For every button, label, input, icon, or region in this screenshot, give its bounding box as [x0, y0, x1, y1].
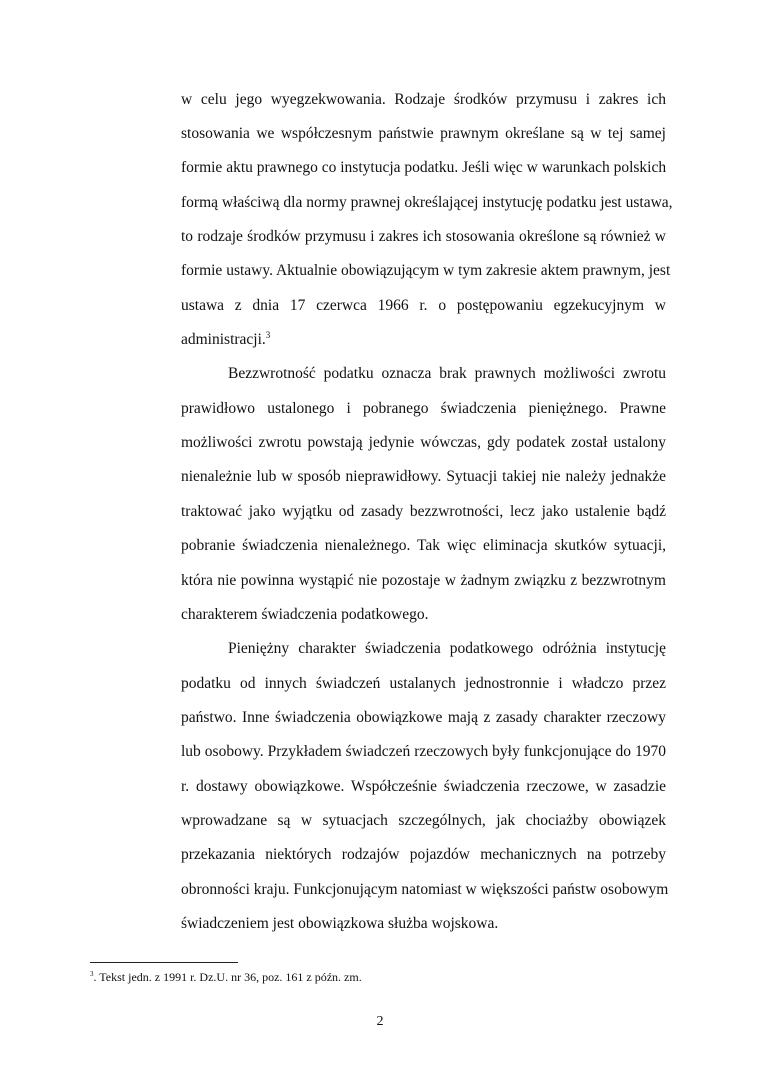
text-line: możliwości zwrotu powstają jedynie wówczas, gdy podatek został ustalony [181, 434, 666, 451]
text-line: formą właściwą dla normy prawnej określającej instytucję podatku jest ustawa, [181, 194, 673, 211]
text-line: która nie powinna wystąpić nie pozostaje w żadnym związku z bezzwrotnym [181, 572, 666, 589]
text-line: charakterem świadczenia podatkowego. [181, 606, 429, 623]
text-line: to rodzaje środków przymusu i zakres ich stosowania określone są również w [181, 228, 666, 245]
text-line: formie aktu prawnego co instytucja podatku. Jeśli więc w warunkach polskich [181, 159, 667, 176]
footnote [90, 969, 362, 985]
footnote-reference[interactable]: 3 [265, 329, 271, 340]
text-line: lub osobowy. Przykładem świadczeń rzeczowych były funkcjonujące do 1970 [181, 743, 666, 760]
paragraph-first-line: Pieniężny charakter świadczenia podatkowego odróżnia instytucję [228, 640, 666, 657]
text-line: w celu jego wyegzekwowania. Rodzaje środków przymusu i zakres ich [181, 91, 666, 108]
text-line: podatku od innych świadczeń ustalanych jednostronnie i władczo przez [181, 675, 666, 692]
paragraph-first-line: Bezzwrotność podatku oznacza brak prawnych możliwości zwrotu [228, 365, 666, 382]
text-line: przekazania niektórych rodzajów pojazdów mechanicznych na potrzeby [181, 846, 666, 863]
text-line: ustawa z dnia 17 czerwca 1966 r. o postępowaniu egzekucyjnym w [181, 297, 666, 314]
footnote-marker: 3 [90, 970, 94, 978]
text-line: świadczeniem jest obowiązkowa służba wojskowa. [181, 915, 499, 932]
text-line: wprowadzane są w sytuacjach szczególnych, jak chociażby obowiązek [181, 812, 666, 829]
text-line: państwo. Inne świadczenia obowiązkowe mają z zasady charakter rzeczowy [181, 709, 666, 726]
page-number: 2 [376, 1014, 384, 1029]
footnote-separator [90, 962, 238, 963]
text-line: prawidłowo ustalonego i pobranego świadczenia pieniężnego. Prawne [181, 400, 666, 417]
text-line: r. dostawy obowiązkowe. Współcześnie świadczenia rzeczowe, w zasadzie [181, 778, 666, 795]
text-line: obronności kraju. Funkcjonującym natomiast w większości państw osobowym [181, 881, 669, 898]
text-line: nienależnie lub w sposób nieprawidłowy. Sytuacji takiej nie należy jednakże [181, 468, 666, 485]
text-line: traktować jako wyjątku od zasady bezzwrotności, lecz jako ustalenie bądź [181, 503, 666, 520]
text-line-with-footnote [181, 330, 666, 350]
text-line: administracji. [181, 331, 266, 348]
text-line: stosowania we współczesnym państwie prawnym określane są w tej samej [181, 125, 666, 142]
text-line: formie ustawy. Aktualnie obowiązującym w tym zakresie aktem prawnym, jest [181, 262, 671, 279]
text-line: pobranie świadczenia nienależnego. Tak więc eliminacja skutków sytuacji, [181, 537, 666, 554]
footnote-text: . Tekst jedn. z 1991 r. Dz.U. nr 36, poz. 161 z późn. zm. [93, 970, 362, 984]
